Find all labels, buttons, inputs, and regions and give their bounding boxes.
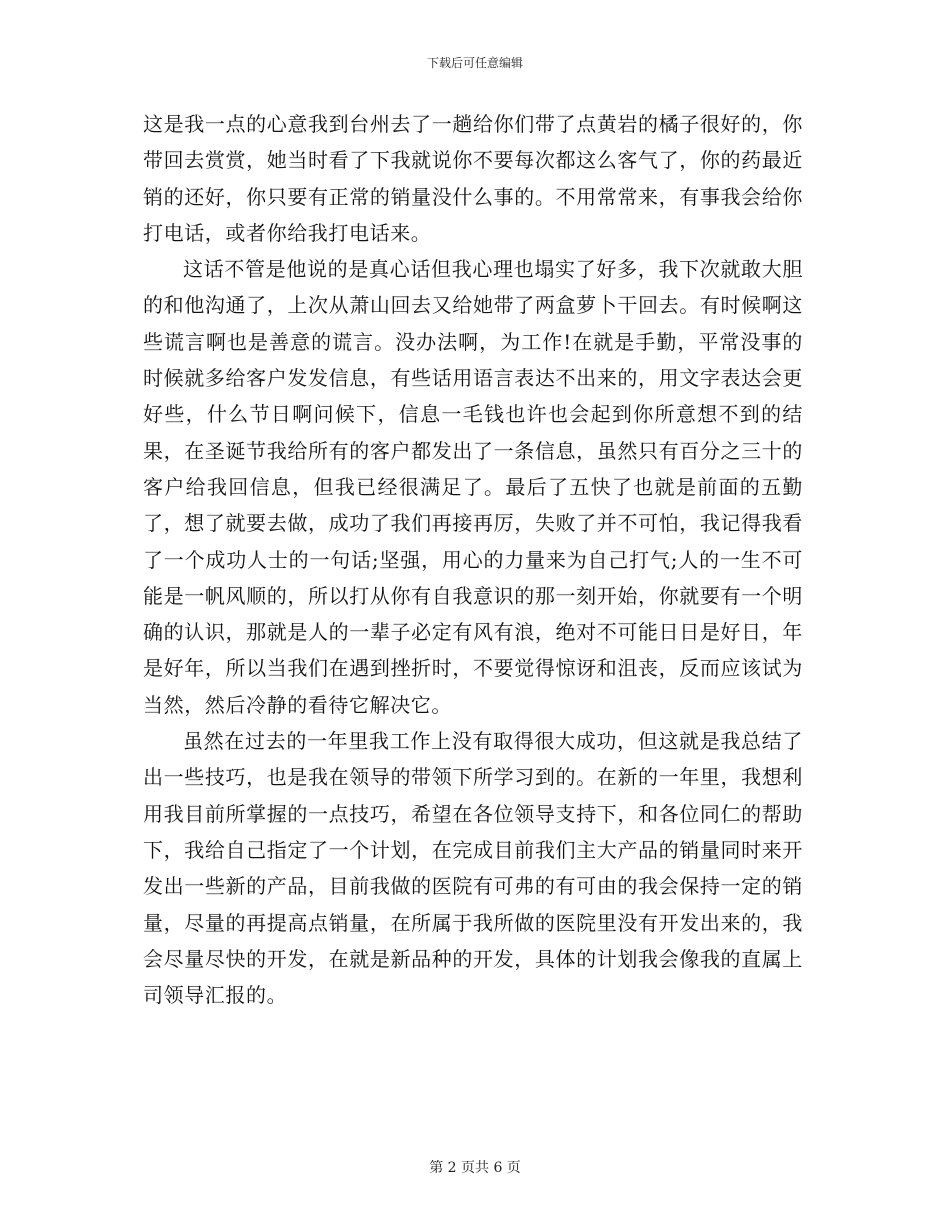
paragraph-3: 虽然在过去的一年里我工作上没有取得很大成功，但这就是我总结了出一些技巧，也是我在领导的带领下所学习到的。在新的一年里，我想利用我目前所掌握的一点技巧，希望在各位领导支持下，和各位同仁的帮助下，我给自己指定了一个计划，在完成目前我们主大产品的销量同时来开发出一些新的产品，目前我做的医院有可弗的有可由的我会保持一定的销量，尽量的再提高点销量，在所属于我所做的医院里没有开发出来的，我会尽量尽快的开发，在就是新品种的开发，具体的计划我会像我的直属上司领导汇报的。	[143, 729, 803, 1008]
page-number-footer: 第 2 页共 6 页	[429, 1160, 521, 1176]
document-body	[143, 106, 803, 1013]
page-header: 下载后可任意编辑	[426, 56, 523, 70]
paragraph-1: 这是我一点的心意我到台州去了一趟给你们带了点黄岩的橘子很好的，你带回去赏赏，她当时看了下我就说你不要每次都这么客气了，你的药最近销的还好，你只要有正常的销量没什么事的。不用常常来，有事我会给你打电话，或者你给我打电话来。	[143, 112, 803, 245]
paragraph-2: 这话不管是他说的是真心话但我心理也塌实了好多，我下次就敢大胆的和他沟通了，上次从萧山回去又给她带了两盒萝卜干回去。有时候啊这些谎言啊也是善意的谎言。没办法啊，为工作!在就是手勤，平常没事的时候就多给客户发发信息，有些话用语言表达不出来的，用文字表达会更好些，什么节日啊问候下，信息一毛钱也许也会起到你所意想不到的结果，在圣诞节我给所有的客户都发出了一条信息，虽然只有百分之三十的客户给我回信息，但我已经很满足了。最后了五快了也就是前面的五勤了，想了就要去做，成功了我们再接再厉，失败了并不可怕，我记得我看了一个成功人士的一句话;坚强，用心的力量来为自己打气;人的一生不可能是一帆风顺的，所以打从你有自我意识的那一刻开始，你就要有一个明确的认识，那就是人的一辈子必定有风有浪，绝对不可能日日是好日，年是好年，所以当我们在遇到挫折时，不要觉得惊讶和沮丧，反而应该试为当然，然后冷静的看待它解决它。	[143, 257, 803, 717]
